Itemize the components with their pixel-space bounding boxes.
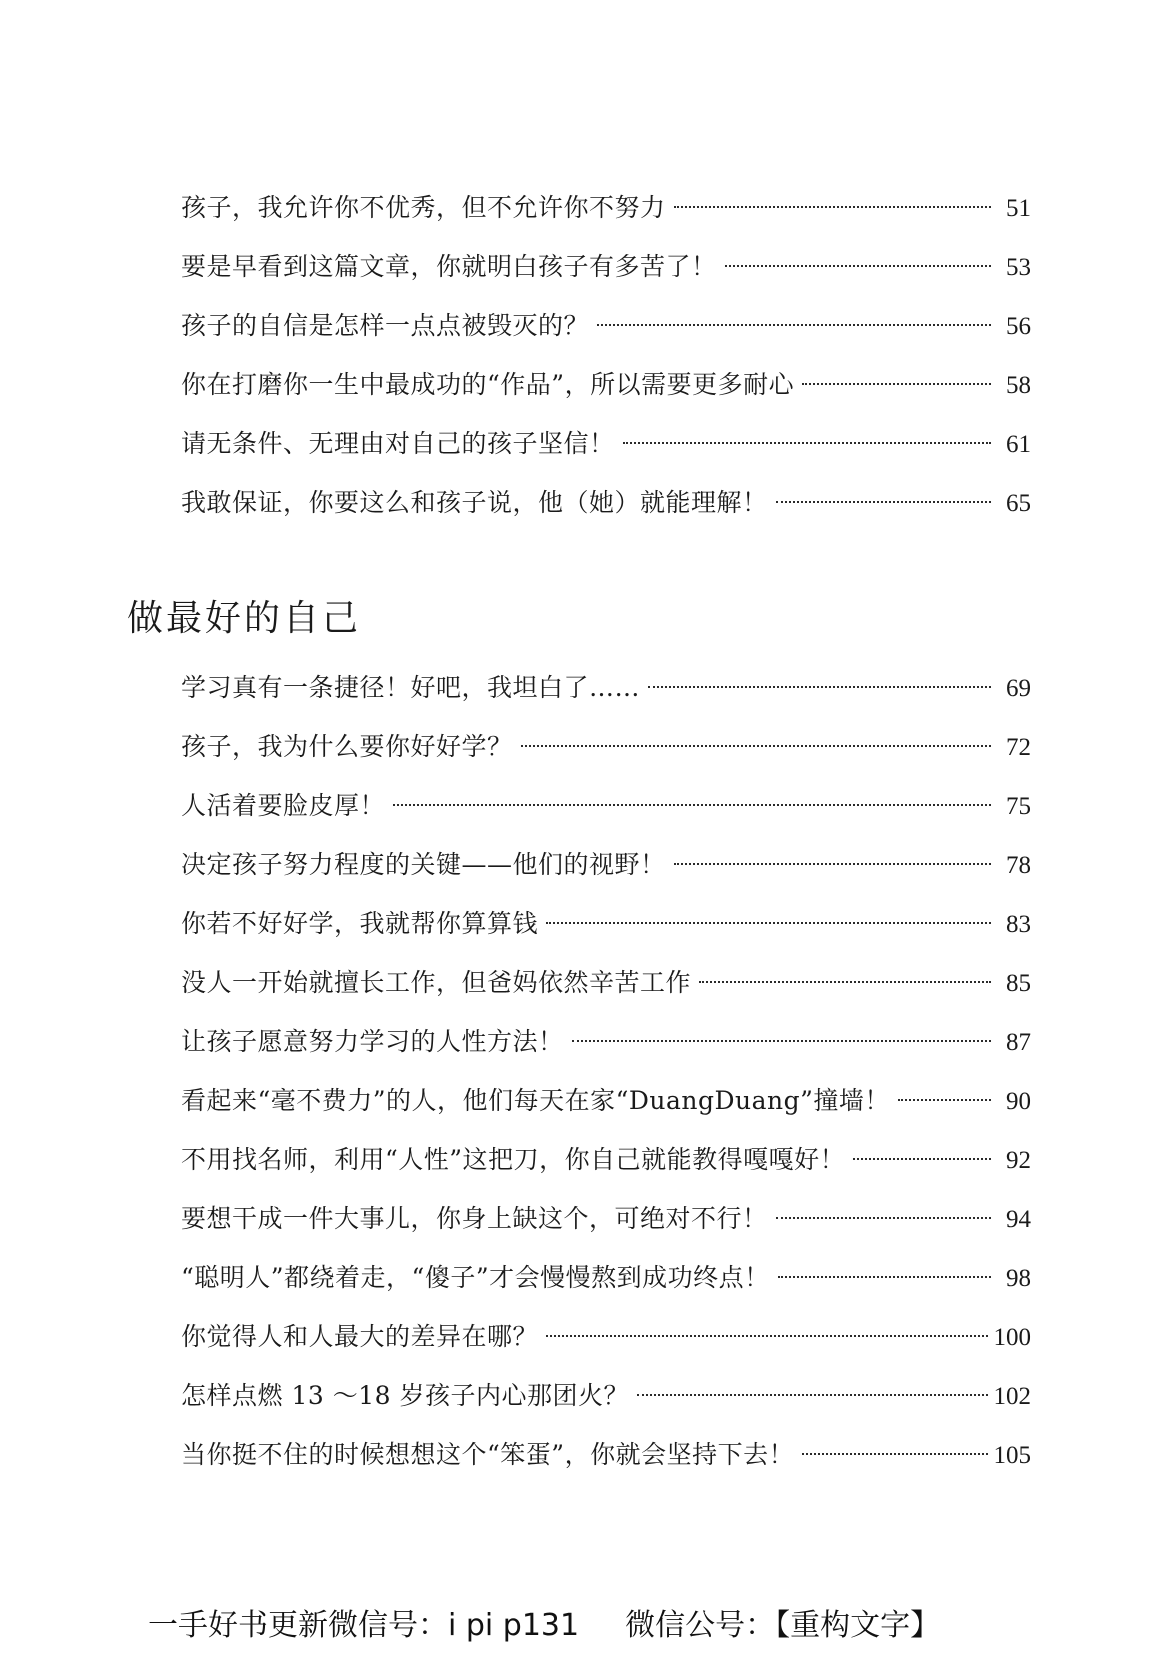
toc-entry[interactable] bbox=[181, 953, 1031, 1012]
toc-entry[interactable] bbox=[181, 658, 1031, 717]
toc-entry-title: 孩子的自信是怎样一点点被毁灭的？ bbox=[181, 311, 590, 340]
toc-entry-page: 92 bbox=[1006, 1147, 1031, 1174]
toc-entry[interactable] bbox=[181, 835, 1031, 894]
toc-entry-title: 你觉得人和人最大的差异在哪？ bbox=[181, 1322, 539, 1351]
toc-entry-title: 决定孩子努力程度的关键——他们的视野！ bbox=[181, 850, 666, 879]
toc-entry-title: 孩子，我为什么要你好好学？ bbox=[181, 732, 513, 761]
toc-entry-title: 不用找名师，利用“人性”这把刀，你自己就能教得嘎嘎好！ bbox=[181, 1145, 846, 1174]
toc-entry-page: 85 bbox=[1006, 970, 1031, 997]
toc-entry-page: 78 bbox=[1006, 852, 1031, 879]
toc-entry-page: 102 bbox=[993, 1383, 1031, 1410]
dot-leader bbox=[623, 442, 991, 444]
section-heading: 做最好的自己 bbox=[127, 598, 362, 639]
toc-entry-title: 要是早看到这篇文章，你就明白孩子有多苦了！ bbox=[181, 252, 717, 281]
toc-entry-page: 58 bbox=[1006, 372, 1031, 399]
toc-entry-title: “聪明人”都绕着走，“傻子”才会慢慢熬到成功终点！ bbox=[181, 1263, 770, 1292]
toc-entry-title: 你若不好好学，我就帮你算算钱 bbox=[181, 909, 539, 938]
toc-entry[interactable] bbox=[181, 894, 1031, 953]
toc-entry[interactable] bbox=[181, 1248, 1031, 1307]
dot-leader bbox=[521, 745, 991, 747]
dot-leader bbox=[597, 324, 991, 326]
dot-leader bbox=[637, 1394, 988, 1396]
toc-entry[interactable] bbox=[181, 1366, 1031, 1425]
toc-entry[interactable] bbox=[181, 178, 1031, 237]
toc-entry[interactable] bbox=[181, 776, 1031, 835]
toc-entry-title: 让孩子愿意努力学习的人性方法！ bbox=[181, 1027, 564, 1056]
dot-leader bbox=[546, 922, 991, 924]
toc-entry[interactable] bbox=[181, 1012, 1031, 1071]
toc-entry-page: 61 bbox=[1006, 431, 1031, 458]
dot-leader bbox=[853, 1158, 991, 1160]
dot-leader bbox=[674, 206, 991, 208]
dot-leader bbox=[725, 265, 991, 267]
toc-entry-page: 83 bbox=[1006, 911, 1031, 938]
toc-group-1 bbox=[181, 178, 1031, 532]
toc-entry-title: 你在打磨你一生中最成功的“作品”，所以需要更多耐心 bbox=[181, 370, 795, 399]
dot-leader bbox=[898, 1099, 991, 1101]
toc-entry[interactable] bbox=[181, 1307, 1031, 1366]
toc-entry[interactable] bbox=[181, 1071, 1031, 1130]
toc-entry[interactable] bbox=[181, 414, 1031, 473]
toc-entry-title: 怎样点燃 13 ～18 岁孩子内心那团火？ bbox=[181, 1381, 629, 1410]
dot-leader bbox=[393, 804, 991, 806]
toc-entry-page: 53 bbox=[1006, 254, 1031, 281]
toc-group-2 bbox=[181, 658, 1031, 1484]
toc-entry-title: 要想干成一件大事儿，你身上缺这个，可绝对不行！ bbox=[181, 1204, 768, 1233]
toc-entry-page: 87 bbox=[1006, 1029, 1031, 1056]
toc-entry-title: 我敢保证，你要这么和孩子说，他（她）就能理解！ bbox=[181, 488, 768, 517]
toc-entry[interactable] bbox=[181, 473, 1031, 532]
toc-entry-title: 请无条件、无理由对自己的孩子坚信！ bbox=[181, 429, 615, 458]
toc-entry-title: 当你挺不住的时候想想这个“笨蛋”，你就会坚持下去！ bbox=[181, 1440, 795, 1469]
dot-leader bbox=[674, 863, 991, 865]
toc-entry-page: 72 bbox=[1006, 734, 1031, 761]
toc-entry-title: 没人一开始就擅长工作，但爸妈依然辛苦工作 bbox=[181, 968, 692, 997]
dot-leader bbox=[776, 501, 991, 503]
toc-entry-title: 看起来“毫不费力”的人，他们每天在家“DuangDuang”撞墙！ bbox=[181, 1086, 890, 1115]
dot-leader bbox=[572, 1040, 991, 1042]
toc-entry[interactable] bbox=[181, 1189, 1031, 1248]
toc-entry-title: 人活着要脸皮厚！ bbox=[181, 791, 386, 820]
toc-entry-page: 56 bbox=[1006, 313, 1031, 340]
toc-entry-title: 孩子，我允许你不优秀，但不允许你不努力 bbox=[181, 193, 666, 222]
dot-leader bbox=[802, 1453, 987, 1455]
toc-entry-page: 94 bbox=[1006, 1206, 1031, 1233]
toc-entry[interactable] bbox=[181, 355, 1031, 414]
toc-entry-page: 51 bbox=[1006, 195, 1031, 222]
toc-entry-page: 105 bbox=[993, 1442, 1031, 1469]
dot-leader bbox=[778, 1276, 991, 1278]
toc-entry[interactable] bbox=[181, 1130, 1031, 1189]
toc-entry[interactable] bbox=[181, 1425, 1031, 1484]
footer-official-account: 微信公号：【重构文字】 bbox=[625, 1608, 941, 1643]
toc-entry-page: 69 bbox=[1006, 675, 1031, 702]
footer-wechat-id: 一手好书更新微信号：i pi p131 bbox=[148, 1608, 580, 1643]
toc-entry-page: 75 bbox=[1006, 793, 1031, 820]
toc-entry[interactable] bbox=[181, 296, 1031, 355]
dot-leader bbox=[699, 981, 991, 983]
dot-leader bbox=[776, 1217, 991, 1219]
dot-leader bbox=[546, 1335, 987, 1337]
footer-note bbox=[148, 1604, 1048, 1648]
toc-entry-page: 65 bbox=[1006, 490, 1031, 517]
toc-entry-page: 90 bbox=[1006, 1088, 1031, 1115]
toc-entry[interactable] bbox=[181, 717, 1031, 776]
dot-leader bbox=[648, 686, 991, 688]
toc-entry-page: 100 bbox=[993, 1324, 1031, 1351]
toc-entry-page: 98 bbox=[1006, 1265, 1031, 1292]
dot-leader bbox=[802, 383, 991, 385]
toc-entry[interactable] bbox=[181, 237, 1031, 296]
toc-entry-title: 学习真有一条捷径！好吧，我坦白了…… bbox=[181, 673, 641, 702]
